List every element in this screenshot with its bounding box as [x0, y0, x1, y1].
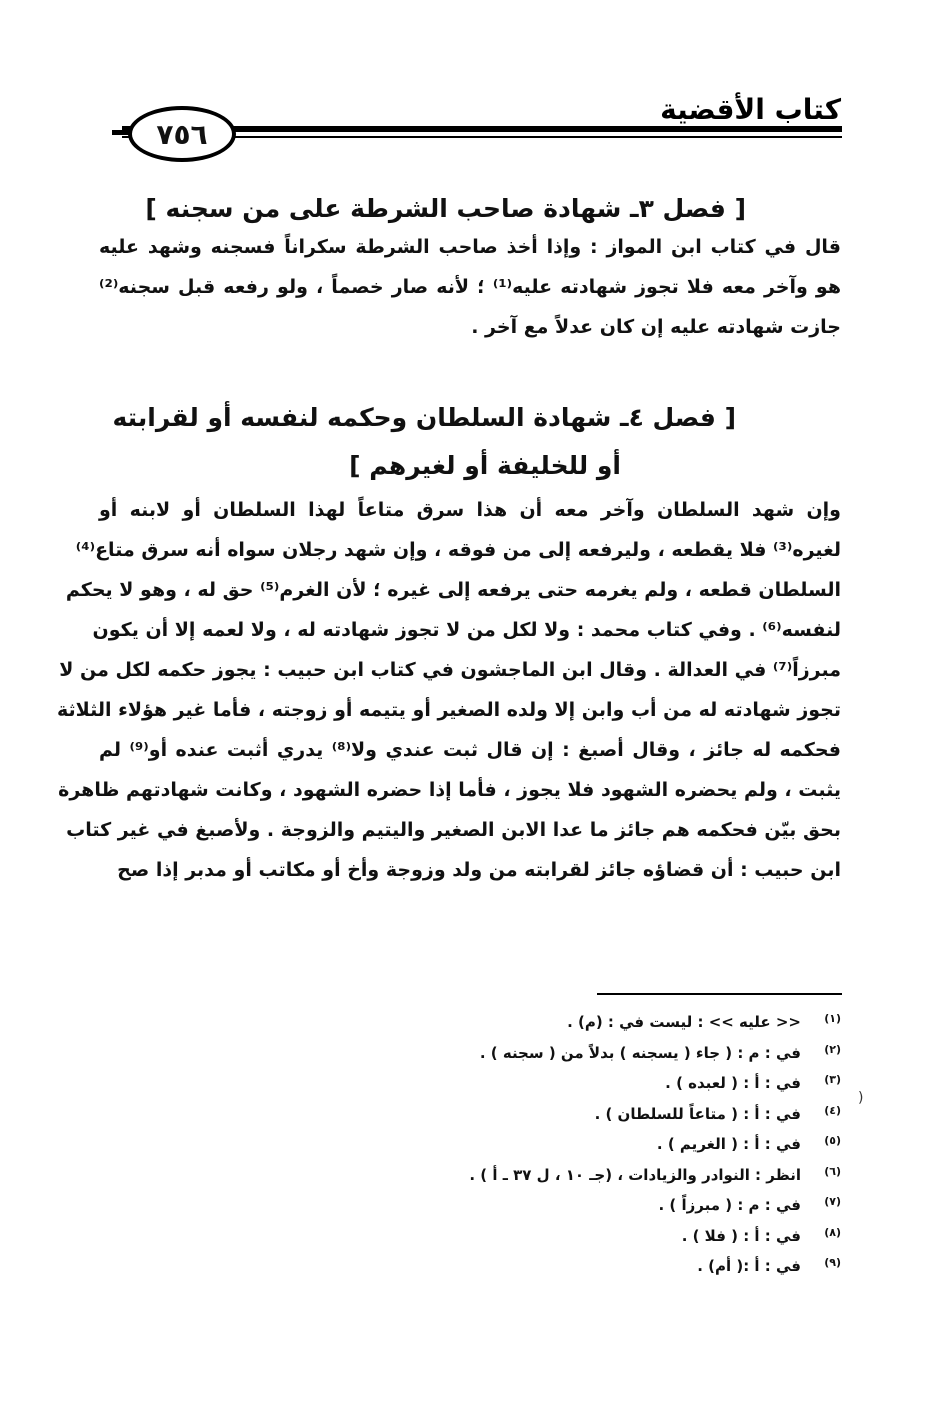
footnote-number: (٨) — [824, 1225, 841, 1239]
body-line: السلطان قطعه ، ولم يغرمه حتى يرفعه إلى غيره ؛ لأن الغرم⁽⁵⁾ حق له ، وهو لا يحكم — [65, 579, 841, 601]
footnote — [421, 1130, 841, 1161]
footnote-number: (٣) — [824, 1073, 841, 1086]
footnote-text: في : م : ( جاء ( يسجنه ) بدلاً من ( سجنه ) . — [479, 1043, 801, 1062]
footnote-number: (١) — [824, 1012, 841, 1025]
footnote — [421, 1100, 841, 1131]
footnote-text: انظر : النوادر والزيادات ، (جـ ١٠ ، ل ٣٧ ـ أ ) . — [469, 1165, 801, 1184]
section-heading: [ فصل ٣ـ شهادة صاحب الشرطة على من سجنه ] — [145, 194, 746, 223]
body-line: لغيره⁽³⁾ فلا يقطعه ، وليرفعه إلى من فوقه ، وإن شهد رجلان سواه أنه سرق متاع⁽⁴⁾ — [75, 539, 841, 561]
footnote-text: في : أ : ( فلا ) . — [681, 1226, 801, 1245]
footnote-text: في : أ :( أم) . — [697, 1257, 801, 1275]
body-line: فحكمه له جائز ، وقال أصبغ : إن قال ثبت عندي ولا⁽⁸⁾ يدري أثبت عنده أو⁽⁹⁾ لم — [99, 739, 841, 761]
footnote — [421, 1252, 841, 1283]
footnote-number: (٦) — [824, 1164, 841, 1178]
body-line: تجوز شهادته له من أب وابن إلا ولده الصغير أو يتيمه أو زوجته ، فأما غير هؤلاء الثلاثة — [57, 699, 841, 721]
body-line: وإن شهد السلطان وآخر معه أن هذا سرق متاعاً لهذا السلطان أو لابنه أو — [99, 499, 841, 521]
footnote — [421, 1161, 841, 1192]
footnote-number: (٩) — [824, 1256, 841, 1269]
footnote — [421, 1222, 841, 1253]
footnote-text: في : أ : ( متاعاً للسلطان ) . — [594, 1104, 801, 1123]
body-line: ابن حبيب : أن قضاؤه جائز لقرابته من ولد وزوجة وأخ أو مكاتب أو مدبر إذا صح — [117, 859, 841, 881]
footnotes — [421, 1008, 841, 1283]
body-line: مبرزاً⁽⁷⁾ في العدالة . وقال ابن الماجشون في كتاب ابن حبيب : يجوز حكمه لكل من لا — [59, 659, 841, 681]
body-line: هو وآخر معه فلا تجوز شهادته عليه⁽¹⁾ ؛ لأنه صار خصماً ، ولو رفعه قبل سجنه⁽²⁾ — [99, 276, 842, 298]
footnote-rule — [597, 993, 842, 995]
running-header-title: كتاب الأقضية — [660, 93, 841, 126]
page-number-badge — [128, 106, 236, 162]
footnote — [421, 1191, 841, 1222]
footnote — [421, 1008, 841, 1039]
section-body — [57, 490, 841, 890]
footnote-text: في : م : ( مبرزاً ) . — [658, 1196, 801, 1214]
body-line: لنفسه⁽⁶⁾ . وفي كتاب محمد : ولا لكل من لا تجوز شهادته له ، ولا لعمه إلا أن يكون — [92, 619, 841, 641]
section-heading-continued: أو للخليفة أو لغيرهم ] — [349, 451, 621, 480]
body-line: جازت شهادته عليه إن كان عدلاً مع آخر . — [471, 316, 841, 338]
body-line: قال في كتاب ابن المواز : وإذا أخذ صاحب الشرطة سكراناً فسجنه وشهد عليه — [99, 236, 841, 258]
footnote-text: في : أ : ( لعبده ) . — [665, 1074, 801, 1092]
body-line: بحق بيّن فحكمه هم جائز ما عدا الابن الصغير واليتيم والزوجة . ولأصبغ في غير كتاب — [66, 819, 841, 841]
footnote-number: (٢) — [824, 1042, 841, 1056]
footnote-text: << عليه >> : ليست في : (م) . — [567, 1013, 801, 1031]
footnote-number: (٧) — [824, 1195, 841, 1208]
section-heading: [ فصل ٤ـ شهادة السلطان وحكمه لنفسه أو لقرابته — [112, 403, 736, 432]
body-line: يثبت ، ولم يحضره الشهود فلا يجوز ، فأما إذا حضره الشهود ، وكانت شهادتهم ظاهرة — [58, 779, 841, 801]
page-number: ٧٥٦ — [156, 117, 208, 151]
footnote-number: (٥) — [824, 1134, 841, 1147]
footnote-number: (٤) — [824, 1103, 841, 1117]
section-body — [99, 227, 841, 347]
footnote-text: في : أ : ( الغريم ) . — [656, 1135, 801, 1153]
footnote — [421, 1039, 841, 1070]
footnote — [421, 1069, 841, 1100]
margin-mark: ( — [858, 1090, 864, 1106]
